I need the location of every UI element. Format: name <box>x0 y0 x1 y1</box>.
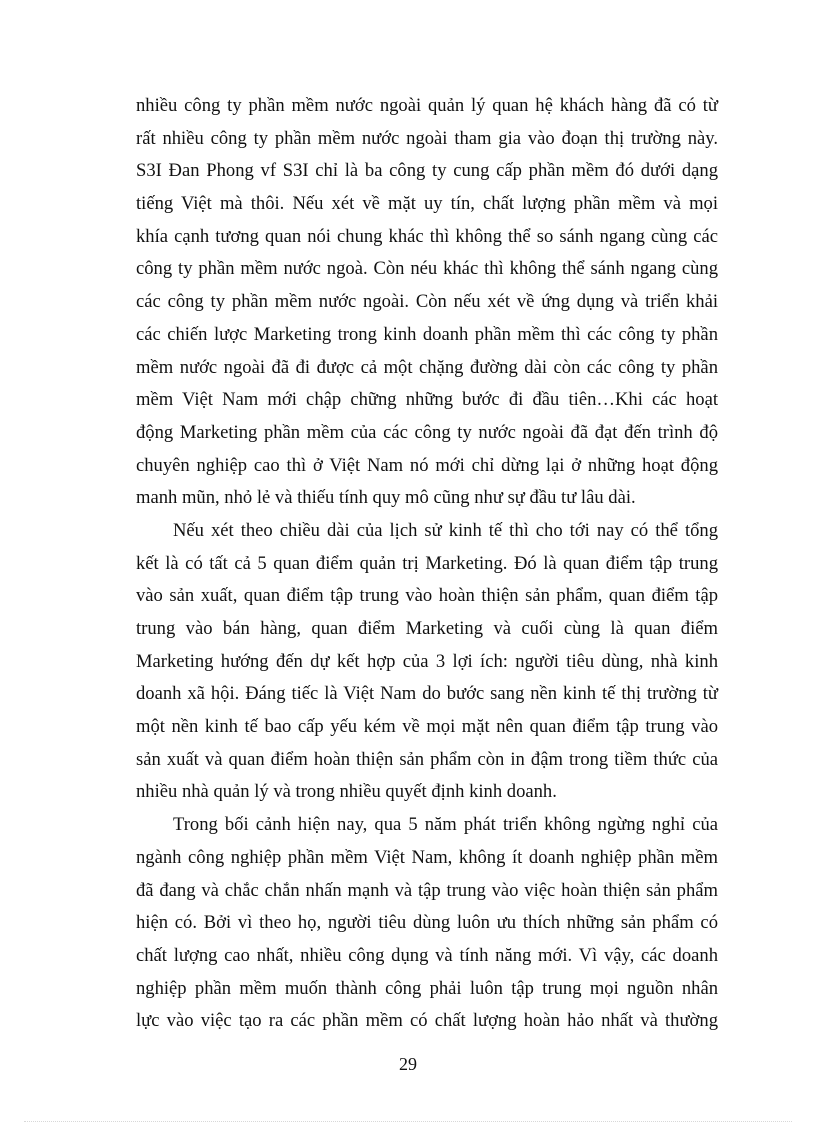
text-line: S3I Đan Phong vf S3I chỉ là ba công ty cung cấp phần mềm đó dưới dạng <box>136 160 718 182</box>
text-line: nghiệp phần mềm muốn thành công phải luôn tập trung mọi nguồn nhân <box>136 977 718 999</box>
text-line: hiện có. Bởi vì theo họ, người tiêu dùng luôn ưu thích những sản phẩm có <box>136 912 718 934</box>
text-line: manh mũn, nhỏ lẻ và thiếu tính quy mô cũng như sự đầu tư lâu dài. <box>136 487 636 509</box>
paragraph-2 <box>136 515 718 809</box>
text-line: các chiến lược Marketing trong kinh doanh phần mềm thì các công ty phần <box>136 323 718 345</box>
document-body <box>136 90 718 1038</box>
footer-divider <box>24 1121 792 1122</box>
page-number: 29 <box>399 1054 417 1074</box>
paragraph-1 <box>136 90 718 515</box>
text-line: nhiều nhà quản lý và trong nhiều quyết định kinh doanh. <box>136 781 557 803</box>
text-line: vào sản xuất, quan điểm tập trung vào hoàn thiện sản phẩm, quan điểm tập <box>136 585 718 607</box>
text-line: khía cạnh tương quan nói chung khác thì không thể so sánh ngang cùng các <box>136 225 718 247</box>
text-line: Trong bối cảnh hiện nay, qua 5 năm phát triển không ngừng nghỉ của <box>173 814 718 836</box>
text-line: trung vào bán hàng, quan điểm Marketing và cuối cùng là quan điểm <box>136 618 718 639</box>
text-line: Marketing hướng đến dự kết hợp của 3 lợi ích: người tiêu dùng, nhà kinh <box>136 650 718 672</box>
text-line: Nếu xét theo chiều dài của lịch sử kinh tế thì cho tới nay có thể tổng <box>173 519 718 541</box>
text-line: tiếng Việt mà thôi. Nếu xét về mặt uy tín, chất lượng phần mềm và mọi <box>136 193 718 215</box>
text-line: ngành công nghiệp phần mềm Việt Nam, không ít doanh nghiệp phần mềm <box>136 846 718 868</box>
text-line: động Marketing phần mềm của các công ty nước ngoài đã đạt đến trình độ <box>136 421 718 443</box>
text-line: nhiều công ty phần mềm nước ngoài quản lý quan hệ khách hàng đã có từ <box>136 95 718 116</box>
text-line: lực vào việc tạo ra các phần mềm có chất lượng hoàn hảo nhất và thường <box>136 1010 718 1032</box>
text-line: mềm nước ngoài đã đi được cả một chặng đường dài còn các công ty phần <box>136 356 718 378</box>
text-line: chất lượng cao nhất, nhiều công dụng và tính năng mới. Vì vậy, các doanh <box>136 944 718 966</box>
paragraph-3 <box>136 809 718 1038</box>
text-line: doanh xã hội. Đáng tiếc là Việt Nam do bước sang nền kinh tế thị trường từ <box>136 683 718 705</box>
text-line: công ty phần mềm nước ngoà. Còn néu khác thì không thể sánh ngang cùng <box>136 258 718 280</box>
text-line: mềm Việt Nam mới chập chững những bước đi đầu tiên…Khi các hoạt <box>136 389 718 411</box>
text-line: sản xuất và quan điểm hoàn thiện sản phẩm còn in đậm trong tiềm thức của <box>136 748 718 770</box>
text-line: kết là có tất cả 5 quan điểm quản trị Marketing. Đó là quan điểm tập trung <box>136 552 718 574</box>
text-line: rất nhiều công ty phần mềm nước ngoài tham gia vào đoạn thị trường này. <box>136 127 718 149</box>
text-line: các công ty phần mềm nước ngoài. Còn nếu xét về ứng dụng và triển khải <box>136 291 718 313</box>
text-line: đã đang và chắc chắn nhấn mạnh và tập trung vào việc hoàn thiện sản phẩm <box>136 879 718 901</box>
text-line: chuyên nghiệp cao thì ở Việt Nam nó mới chỉ dừng lại ở những hoạt động <box>136 454 718 476</box>
text-line: một nền kinh tế bao cấp yếu kém về mọi mặt nên quan điểm tập trung vào <box>136 716 718 738</box>
